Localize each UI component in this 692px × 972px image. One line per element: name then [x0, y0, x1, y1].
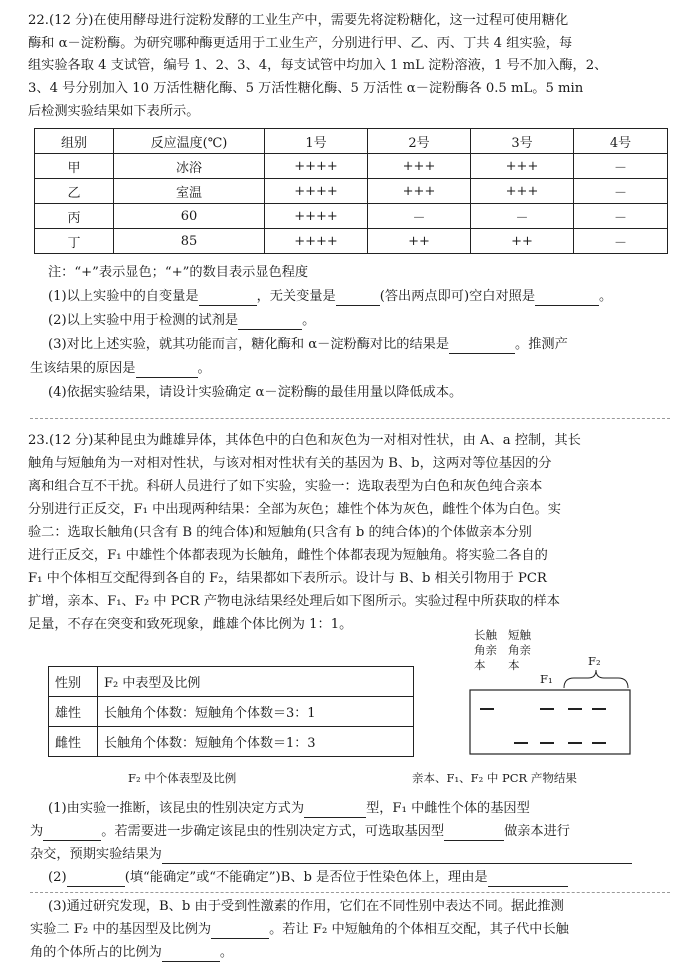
gel-band — [592, 708, 606, 710]
gel-caption: 亲本、F₁、F₂ 中 PCR 产物结果 — [412, 771, 577, 785]
q23-line-7: F₁ 中个体相互交配得到各自的 F₂，结果都如下表所示。设计与 B、b 相关引物用于 PCR — [28, 571, 547, 586]
table-header: 组别 — [35, 129, 114, 154]
q22-sub1 — [48, 288, 612, 306]
gel-band — [568, 708, 582, 710]
table-cell: 长触角个体数：短触角个体数＝3：1 — [98, 697, 414, 727]
table-header: 2号 — [368, 129, 471, 154]
table-header: 3号 — [471, 129, 574, 154]
sub-text: 。推测产 — [515, 337, 568, 352]
answer-blank[interactable] — [488, 872, 568, 887]
table-cell: +++ — [471, 154, 574, 179]
q23-line-8: 扩增，亲本、F₁、F₂ 中 PCR 产物电泳结果经处理后如下图所示。实验过程中所获取的样本 — [28, 594, 560, 609]
answer-blank[interactable] — [43, 826, 101, 841]
q22-line-3: 组实验各取 4 支试管，编号 1、2、3、4，每支试管中均加入 1 mL 淀粉溶液，1 号不加入酶，2、 — [28, 58, 608, 73]
answer-blank[interactable] — [238, 315, 302, 330]
q23-sub1-cont2 — [30, 846, 632, 864]
table-row — [35, 204, 668, 229]
sub-text: 。 — [302, 313, 316, 328]
gel-band — [592, 742, 606, 744]
gel-label-text: 本 — [508, 658, 520, 672]
answer-blank[interactable] — [199, 291, 257, 306]
sub-text: 做亲本进行 — [504, 824, 570, 839]
table-cell: 85 — [114, 229, 265, 254]
answer-blank[interactable] — [535, 291, 599, 306]
sub-text: (1)由实验一推断，该昆虫的性别决定方式为 — [48, 801, 305, 816]
gel-frame — [470, 690, 630, 754]
table-cell: － — [368, 204, 471, 229]
answer-line[interactable] — [30, 892, 670, 893]
q23-line-6: 进行正反交，F₁ 中雄性个体都表现为长触角，雌性个体都表现为短触角。将实验二各自的 — [28, 548, 548, 563]
table-cell: 雄性 — [49, 697, 98, 727]
table-cell: 雌性 — [49, 727, 98, 757]
answer-blank[interactable] — [162, 849, 632, 864]
gel-band — [480, 708, 494, 710]
table-cell: － — [471, 204, 574, 229]
table-cell: 乙 — [35, 179, 114, 204]
table-cell: － — [574, 154, 668, 179]
table-cell: +++ — [471, 179, 574, 204]
table-cell: ++++ — [265, 179, 368, 204]
pcr-gel-figure — [468, 628, 664, 780]
table-header: 反应温度(℃) — [114, 129, 265, 154]
q23-line-3: 离和组合互不干扰。科研人员进行了如下实验，实验一：选取表型为白色和灰色纯合亲本 — [28, 479, 543, 494]
table-cell: ++++ — [265, 154, 368, 179]
table-cell: 长触角个体数：短触角个体数＝1：3 — [98, 727, 414, 757]
sub-text: 角的个体所占的比例为 — [30, 945, 162, 960]
q23-line-4: 分别进行正反交，F₁ 中出现两种结果：全部为灰色；雄性个体为灰色，雌性个体为白色。实 — [28, 502, 561, 517]
table-cell: 室温 — [114, 179, 265, 204]
gel-label-text: 本 — [474, 658, 486, 672]
answer-blank[interactable] — [136, 363, 198, 378]
table-header: 4号 — [574, 129, 668, 154]
q23-sub1 — [48, 800, 530, 818]
table-cell: 60 — [114, 204, 265, 229]
table-row — [35, 154, 668, 179]
gel-label-text: 短触 — [508, 628, 531, 642]
q22-results-table — [34, 128, 668, 254]
q23-line-1: 23.(12 分)某种昆虫为雌雄异体，其体色中的白色和灰色为一对相对性状，由 A、a 控制，其长 — [28, 433, 581, 448]
sub-text: 杂交，预期实验结果为 — [30, 847, 162, 862]
sub-text: (2) — [48, 870, 67, 885]
q22-sub4: (4)依据实验结果，请设计实验确定 α－淀粉酶的最佳用量以降低成本。 — [48, 385, 463, 400]
q22-sub3-cont — [30, 360, 211, 378]
sub-text: 型，F₁ 中雌性个体的基因型 — [366, 801, 530, 816]
gel-band — [514, 742, 528, 744]
gel-band — [540, 708, 554, 710]
table-row — [35, 179, 668, 204]
sub-text: 为 — [30, 824, 44, 839]
sub-text: 生该结果的原因是 — [30, 361, 136, 376]
table-cell: +++ — [368, 179, 471, 204]
gel-band — [540, 742, 554, 744]
sub-text: (2)以上实验中用于检测的试剂是 — [48, 313, 239, 328]
gel-label-f2: F₂ — [588, 654, 601, 668]
answer-blank[interactable] — [304, 803, 366, 818]
q23-sub3-cont2 — [30, 944, 233, 962]
q22-sub3 — [48, 336, 568, 354]
sub-text: (填“能确定”或“不能确定”)B、b 是否位于性染色体上，理由是 — [124, 870, 488, 885]
table-caption: F₂ 中个体表型及比例 — [128, 771, 237, 785]
q23-sub1-cont — [30, 823, 570, 841]
sub-text: (1)以上实验中的自变量是 — [48, 289, 199, 304]
answer-blank[interactable] — [336, 291, 380, 306]
table-row — [35, 229, 668, 254]
q23-f2-table — [48, 666, 414, 757]
table-cell: ++++ — [265, 204, 368, 229]
table-header-row — [35, 129, 668, 154]
answer-line[interactable] — [30, 418, 670, 419]
table-cell: ++ — [471, 229, 574, 254]
sub-text: ，无关变量是 — [256, 289, 336, 304]
sub-text: 。若让 F₂ 中短触角的个体相互交配，其子代中长触 — [269, 922, 569, 937]
table-header: 1号 — [265, 129, 368, 154]
q23-sub2 — [48, 869, 568, 887]
table-header: 性别 — [49, 667, 98, 697]
sub-text: 。 — [599, 289, 613, 304]
table-row — [49, 727, 414, 757]
gel-label-text: 角亲 — [508, 643, 531, 657]
table-cell: 丁 — [35, 229, 114, 254]
sub-text: 。 — [219, 945, 234, 960]
answer-blank[interactable] — [444, 826, 504, 841]
table-cell: ++ — [368, 229, 471, 254]
table-cell: 丙 — [35, 204, 114, 229]
f2-brace-icon — [564, 670, 628, 688]
gel-label-text: 角亲 — [474, 643, 497, 657]
answer-blank[interactable] — [67, 872, 125, 887]
table-cell: 甲 — [35, 154, 114, 179]
sub-text: 实验二 F₂ 中的基因型及比例为 — [30, 922, 212, 937]
q23-line-2: 触角与短触角为一对相对性状，与该对相对性状有关的基因为 B、b，这两对等位基因的分 — [28, 456, 552, 471]
q22-line-5: 后检测实验结果如下表所示。 — [28, 104, 200, 119]
q23-sub3-cont — [30, 921, 569, 939]
table-cell: +++ — [368, 154, 471, 179]
q22-note: 注：“+”表示显色；“+”的数目表示显色程度 — [48, 265, 309, 280]
table-cell: 冰浴 — [114, 154, 265, 179]
gel-band — [568, 742, 582, 744]
q23-line-9: 足量，不存在突变和致死现象，雌雄个体比例为 1：1。 — [28, 617, 353, 632]
table-cell: － — [574, 179, 668, 204]
sub-text: 。若需要进一步确定该昆虫的性别决定方式，可选取基因型 — [101, 824, 445, 839]
sub-text: (3)对比上述实验，就其功能而言，糖化酶和 α－淀粉酶对比的结果是 — [48, 337, 450, 352]
q22-line-4: 3、4 号分别加入 10 万活性糖化酶、5 万活性糖化酶、5 万活性 α－淀粉酶各 0.5 mL。5 min — [28, 81, 584, 96]
sub-text: 。 — [197, 361, 211, 376]
sub-text: (答出两点即可)空白对照是 — [379, 289, 536, 304]
answer-blank[interactable] — [449, 339, 515, 354]
q23-sub3: (3)通过研究发现，B、b 由于受到性激素的作用，它们在不同性别中表达不同。据此推测 — [48, 899, 564, 914]
q23-line-5: 验二：选取长触角(只含有 B 的纯合体)和短触角(只含有 b 的纯合体)的个体做亲本分别 — [28, 525, 532, 540]
q22-line-1: 22.(12 分)在使用酵母进行淀粉发酵的工业生产中，需要先将淀粉糖化，这一过程可使用糖化 — [28, 13, 569, 28]
q22-line-2: 酶和 α－淀粉酶。为研究哪种酶更适用于工业生产，分别进行甲、乙、丙、丁共 4 组实验，每 — [28, 36, 573, 51]
table-row — [49, 697, 414, 727]
table-header: F₂ 中表型及比例 — [98, 667, 414, 697]
table-cell: － — [574, 204, 668, 229]
table-header-row — [49, 667, 414, 697]
table-cell: ++++ — [265, 229, 368, 254]
gel-drawing — [468, 628, 664, 780]
gel-label-f1: F₁ — [540, 672, 553, 686]
answer-blank[interactable] — [162, 947, 220, 962]
answer-blank[interactable] — [211, 924, 269, 939]
table-cell: － — [574, 229, 668, 254]
gel-label-text: 长触 — [474, 628, 497, 642]
q22-sub2 — [48, 312, 315, 330]
